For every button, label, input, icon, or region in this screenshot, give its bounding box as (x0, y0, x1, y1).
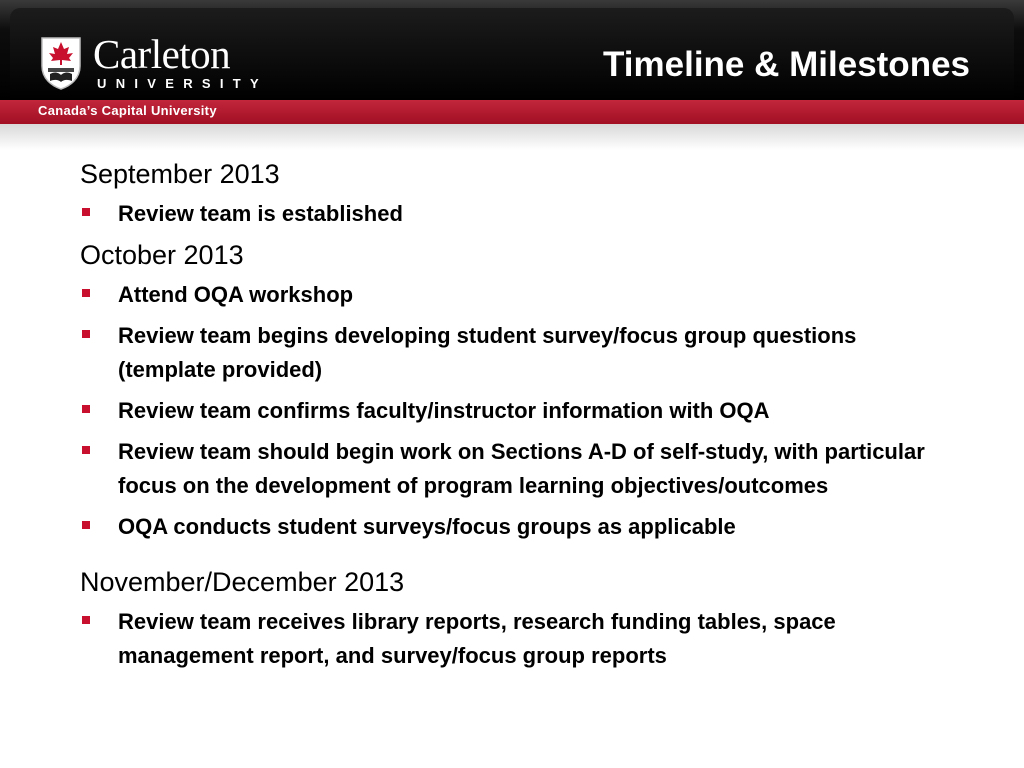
list-item (80, 319, 960, 387)
bullet-square-icon (82, 330, 90, 338)
section-september (80, 157, 960, 231)
bullet-square-icon (82, 208, 90, 216)
section-november-december (80, 565, 960, 673)
university-logo-name: Carleton (93, 31, 231, 77)
list-item-text: Review team confirms faculty/instructor information with OQA (118, 398, 770, 423)
list-item-text: Review team is established (118, 201, 403, 226)
list-item (80, 510, 960, 544)
list-item-text: Review team receives library reports, research funding tables, space management report, and survey/focus group reports (118, 609, 836, 668)
university-tagline: Canada’s Capital University (38, 103, 217, 118)
bullet-square-icon (82, 289, 90, 297)
slide-body (80, 157, 960, 680)
list-item-text: Review team begins developing student survey/focus group questions (template provided) (118, 323, 857, 382)
bullet-list (80, 605, 960, 673)
list-item-text: OQA conducts student surveys/focus groups as applicable (118, 514, 736, 539)
bullet-square-icon (82, 405, 90, 413)
list-item (80, 197, 960, 231)
bullet-list (80, 278, 960, 544)
band-shadow (0, 124, 1024, 150)
university-logo-subtitle: UNIVERSITY (97, 76, 269, 91)
section-heading: September 2013 (80, 159, 280, 189)
section-heading: November/December 2013 (80, 567, 405, 597)
list-item (80, 605, 960, 673)
carleton-shield-icon (40, 36, 82, 90)
slide-title: Timeline & Milestones (603, 45, 970, 84)
bullet-square-icon (82, 616, 90, 624)
bullet-square-icon (82, 446, 90, 454)
list-item-text: Attend OQA workshop (118, 282, 354, 307)
list-item (80, 394, 960, 428)
bullet-square-icon (82, 521, 90, 529)
list-item (80, 435, 960, 503)
bullet-list (80, 197, 960, 231)
list-item (80, 278, 960, 312)
list-item-text: Review team should begin work on Sections A-D of self-study, with particular focus on the development of program learning objectives/outcomes (118, 439, 925, 498)
section-october (80, 238, 960, 544)
section-heading: October 2013 (80, 240, 244, 270)
